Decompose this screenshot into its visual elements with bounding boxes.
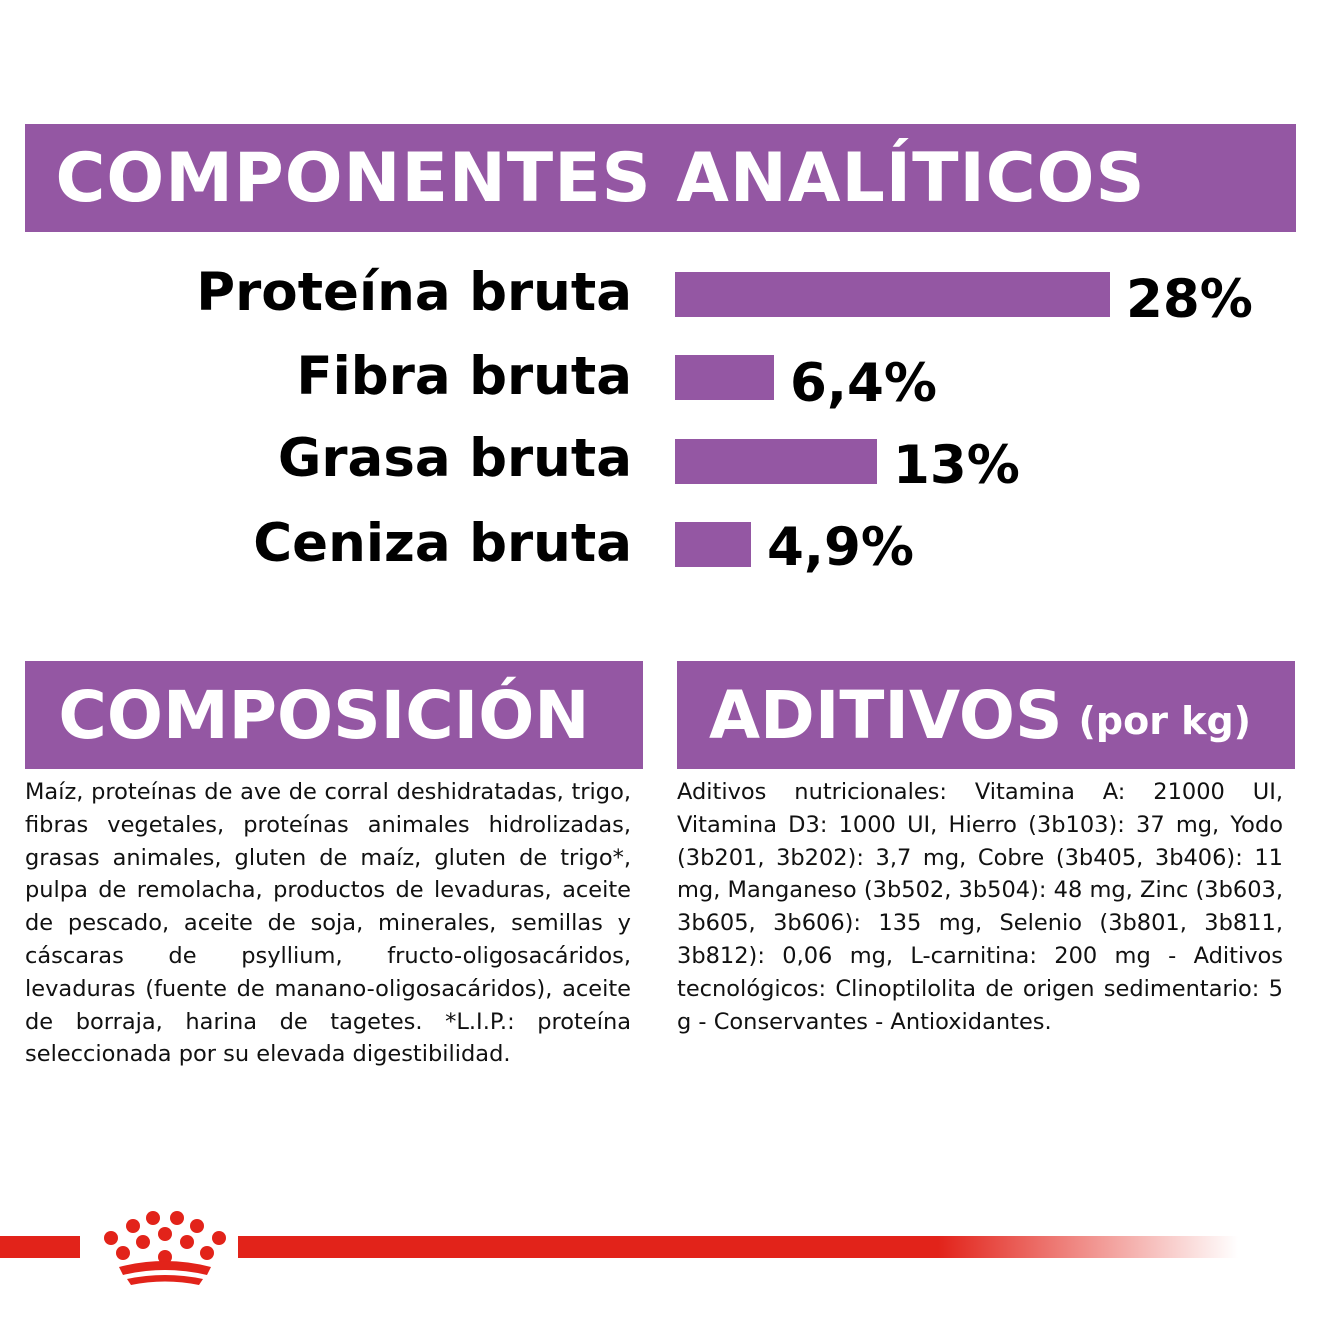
additives-title-suffix: (por kg) (1078, 699, 1252, 743)
fat-bar (675, 439, 877, 484)
composition-title: COMPOSICIÓN (58, 676, 590, 754)
fiber-label: Fibra bruta (296, 346, 632, 407)
crown-icon (95, 1205, 235, 1295)
additives-banner (677, 661, 1295, 769)
fat-value: 13% (893, 435, 1020, 496)
fat-label: Grasa bruta (277, 428, 632, 489)
ash-label: Ceniza bruta (253, 513, 632, 574)
protein-bar (675, 272, 1110, 317)
analytic-components-title: COMPONENTES ANALÍTICOS (55, 138, 1146, 218)
ash-value: 4,9% (767, 517, 914, 578)
protein-label: Proteína bruta (196, 262, 632, 323)
protein-value: 28% (1126, 269, 1253, 330)
fiber-bar (675, 355, 774, 400)
additives-text: Aditivos nutricionales: Vitamina A: 21000 UI, Vitamina D3: 1000 UI, Hierro (3b103): 37 mg, Yodo (3b201, 3b202): 3,7 mg, Cobre (3b405, 3b406): 11 mg, Manganeso (3b502, 3b504): 48 mg, Zinc (3b603, 3b605, 3b606): 135 mg, Selenio (3b801, 3b811, 3b812): 0,06 mg, L-carnitina: 200 mg - Aditivos tecnológicos: Clinoptilolita de origen sedimentario: 5 g - Conservantes - Antioxidantes. (677, 779, 1283, 1035)
ash-bar (675, 522, 751, 567)
additives-title: ADITIVOS (708, 676, 1063, 754)
composition-banner (25, 661, 643, 769)
composition-text: Maíz, proteínas de ave de corral deshidratadas, trigo, fibras vegetales, proteínas animales hidrolizadas, grasas animales, gluten de maíz, gluten de trigo*, pulpa de remolacha, productos de levaduras, aceite de pescado, aceite de soja, minerales, semillas y cáscaras de psyllium, fructo-oligosacáridos, levaduras (fuente de manano-oligosacáridos), aceite de borraja, harina de tagetes. *L.I.P.: proteína seleccionada por su elevada digestibilidad. (25, 779, 631, 1068)
analytic-components-banner (25, 124, 1296, 232)
fiber-value: 6,4% (790, 353, 937, 414)
brand-stripe-right (238, 1236, 1238, 1258)
brand-stripe-left (0, 1236, 80, 1258)
